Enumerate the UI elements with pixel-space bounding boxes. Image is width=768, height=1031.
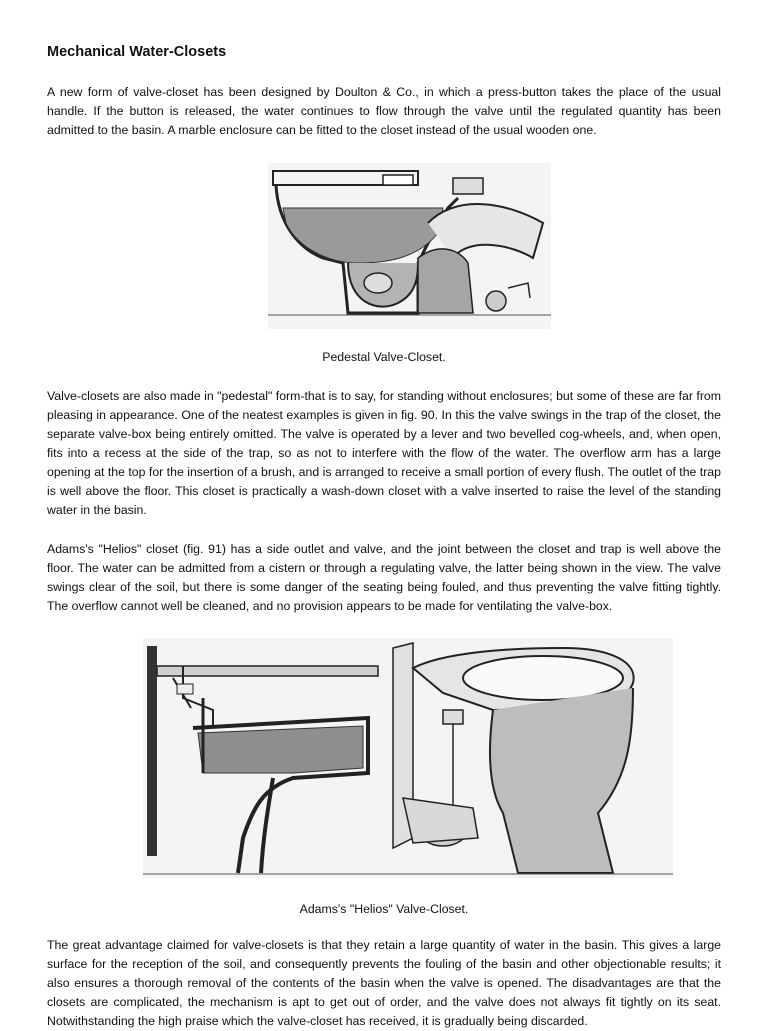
figure-caption-helios: Adams's "Helios" Valve-Closet. xyxy=(299,902,469,916)
helios-valve-closet-illustration xyxy=(143,638,673,878)
paragraph-3: Adams's "Helios" closet (fig. 91) has a side outlet and valve, and the joint between the closet and trap is well above the floor. The water can be admitted from a cistern or through a regulating valve, the latter being shown in the view. The valve swings clear of the soil, but there is some danger of the seating being fouled, and thus preventing the valve fitting tightly. The overflow cannot well be cleaned, and no provision appears to be made for ventilating the valve-box. xyxy=(47,542,721,613)
paragraph-1: A new form of valve-closet has been designed by Doulton & Co., in which a press-button takes the place of the usual handle. If the button is released, the water continues to flow through the valve until the regulated quantity has been admitted to the basin. A marble enclosure can be fitted to the closet instead of the usual wooden one. xyxy=(47,85,721,137)
pedestal-valve-closet-illustration xyxy=(268,163,551,329)
paragraph-2: Valve-closets are also made in "pedestal" form-that is to say, for standing without enclosures; but some of these are far from pleasing in appearance. One of the neatest examples is given in fig. 90. In this the valve swings in the trap of the closet, the separate valve-box being entirely omitted. The valve is operated by a lever and two bevelled cog-wheels, and, when open, fits into a recess at the side of the trap, so as not to interfere with the flow of the water. The overflow arm has a large opening at the top for the insertion of a brush, and is arranged to receive a small portion of every flush. The outlet of the trap is well above the floor. This closet is practically a wash-down closet with a valve inserted to raise the level of the standing water in the basin. xyxy=(47,389,721,517)
paragraph-4: The great advantage claimed for valve-closets is that they retain a large quantity of water in the basin. This gives a large surface for the reception of the soil, and consequently prevents the fouling of the basin and other objectionable results; it also ensures a thorough removal of the contents of the basin when the valve is opened. The disadvantages are that the closets are complicated, the mechanism is apt to get out of order, and the valve does not always fit tightly on its seat. Notwithstanding the high praise which the valve-closet has received, it is gradually being discarded. xyxy=(47,938,721,1028)
page-title: Mechanical Water-Closets xyxy=(47,44,227,60)
figure-caption-pedestal: Pedestal Valve-Closet. xyxy=(322,350,446,364)
